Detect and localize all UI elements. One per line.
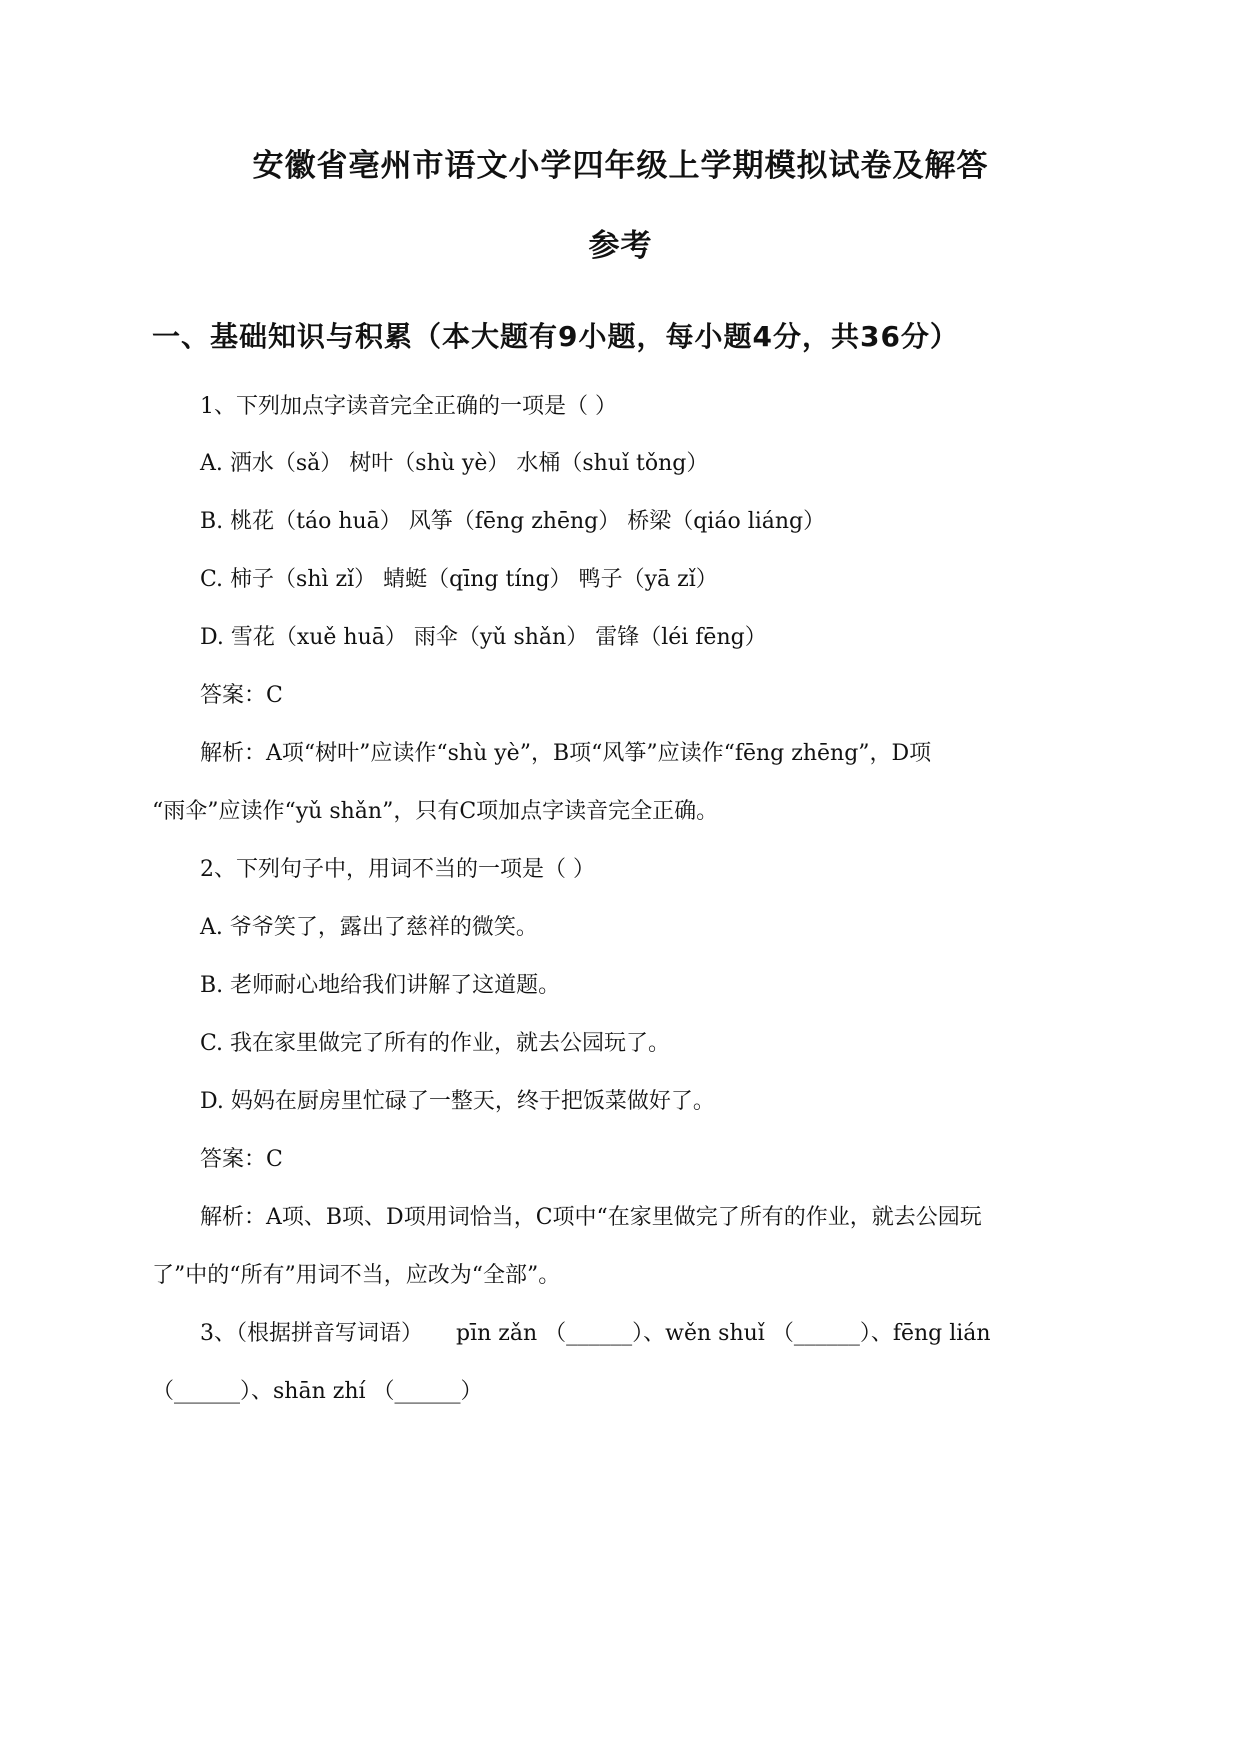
question-1-option-c: C. 柿子（shì zǐ） 蜻蜓（qīng tíng） 鸭子（yā zǐ） (200, 567, 718, 592)
document-title-line-2: 参考 (588, 228, 653, 264)
question-1-option-b: B. 桃花（táo huā） 风筝（fēng zhēng） 桥梁（qiáo liáng） (200, 509, 826, 534)
question-3-stem-line-1: 3、（根据拼音写词语） pīn zǎn （______）、wěn shuǐ （______）、fēng lián (200, 1321, 991, 1346)
question-1-analysis-line-1: 解析：A项“树叶”应读作“shù yè”，B项“风筝”应读作“fēng zhēng”，D项 (200, 741, 932, 766)
question-1-option-d: D. 雪花（xuě huā） 雨伞（yǔ shǎn） 雷锋（léi fēng） (200, 625, 767, 650)
question-1-stem: 1、下列加点字读音完全正确的一项是（ ） (200, 394, 617, 419)
document-title-line-1: 安徽省亳州市语文小学四年级上学期模拟试卷及解答 (252, 148, 989, 184)
question-1-option-a: A. 洒水（sǎ） 树叶（shù yè） 水桶（shuǐ tǒng） (200, 451, 709, 476)
question-2-option-d: D. 妈妈在厨房里忙碌了一整天，终于把饭菜做好了。 (200, 1089, 715, 1114)
question-2-analysis-line-1: 解析：A项、B项、D项用词恰当，C项中“在家里做完了所有的作业，就去公园玩 (200, 1205, 982, 1230)
question-2-option-b: B. 老师耐心地给我们讲解了这道题。 (200, 973, 561, 998)
question-1-answer: 答案：C (200, 683, 283, 708)
question-2-option-a: A. 爷爷笑了，露出了慈祥的微笑。 (200, 915, 538, 940)
question-3-stem-line-2: （______）、shān zhí （______） (152, 1379, 483, 1404)
question-2-stem: 2、下列句子中，用词不当的一项是（ ） (200, 857, 595, 882)
question-2-answer: 答案：C (200, 1147, 283, 1172)
question-2-analysis-line-2: 了”中的“所有”用词不当，应改为“全部”。 (152, 1263, 561, 1288)
question-1-analysis-line-2: “雨伞”应读作“yǔ shǎn”，只有C项加点字读音完全正确。 (152, 799, 719, 824)
section-heading: 一、基础知识与积累（本大题有9小题，每小题4分，共36分） (152, 320, 959, 353)
question-2-option-c: C. 我在家里做完了所有的作业，就去公园玩了。 (200, 1031, 671, 1056)
